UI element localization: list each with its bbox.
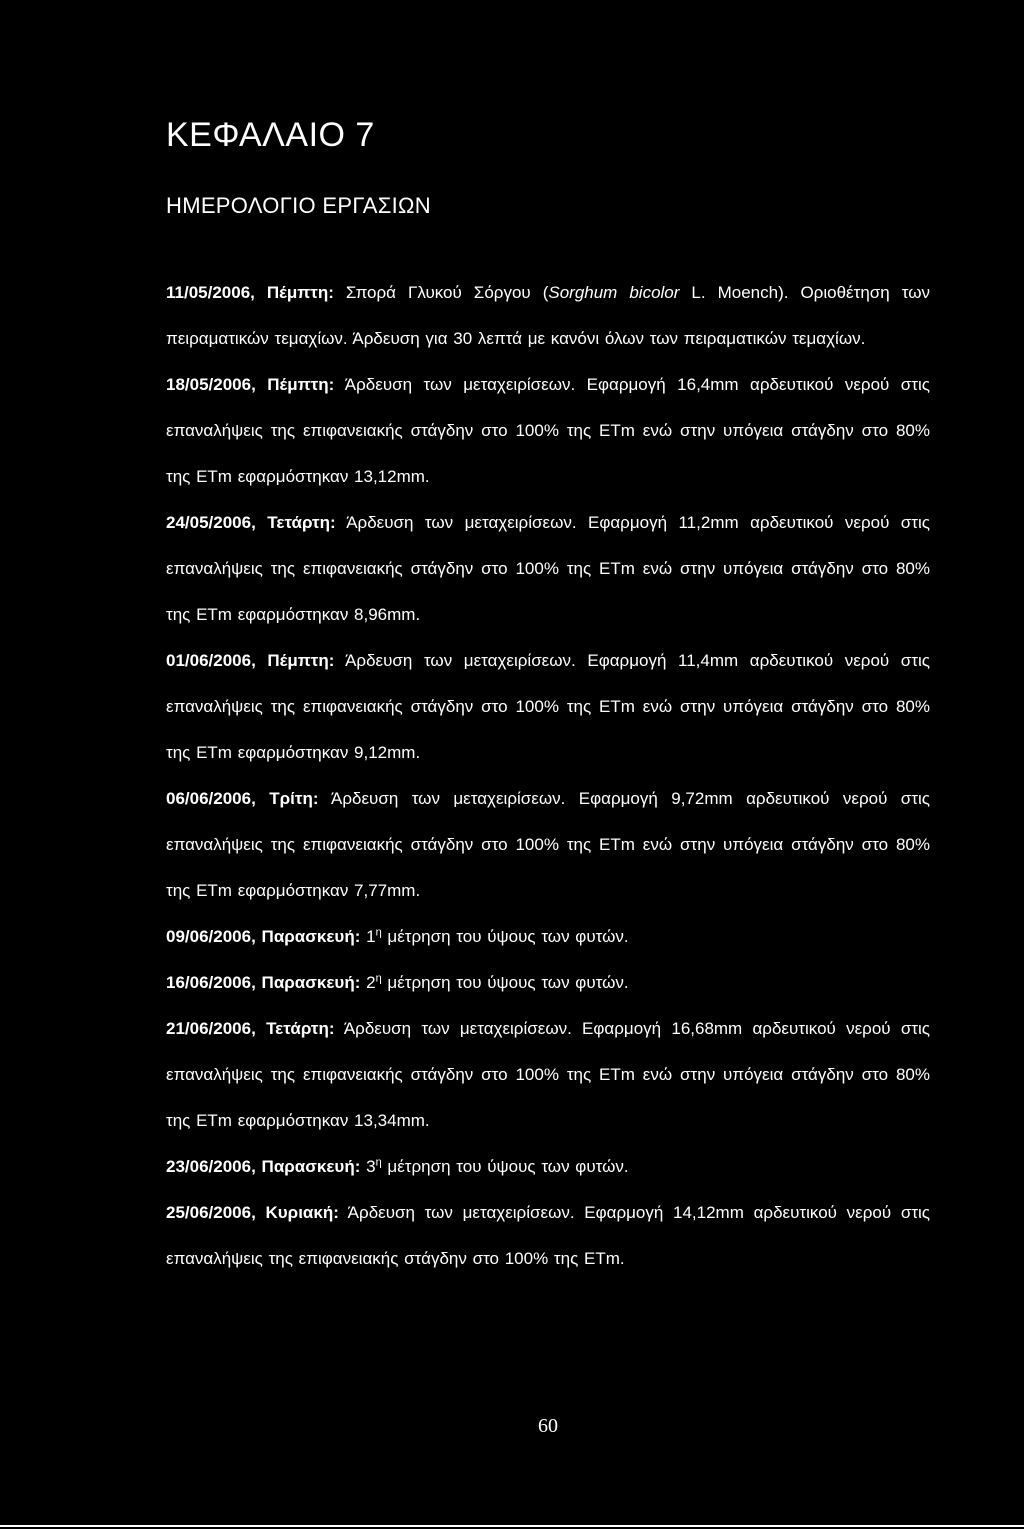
entry-day: Τετάρτη: [266,1019,335,1038]
entry-day: Παρασκευή: [261,927,361,946]
entry-latin-name: Sorghum bicolor [548,283,680,302]
measurement-number: 2 [366,973,376,992]
diary-entry [166,776,930,914]
diary-entry [166,960,930,1006]
entry-date: 01/06/2006, [166,651,256,670]
entry-text: μέτρηση του ύψους των φυτών. [381,973,629,992]
entry-day: Πέμπτη: [267,651,335,670]
diary-entry [166,500,930,638]
ordinal-suffix: η [375,926,382,939]
diary-entry [166,1190,930,1282]
section-title: ΗΜΕΡΟΛΟΓΙΟ ΕΡΓΑΣΙΩΝ [166,193,431,218]
entry-day: Πέμπτη: [267,375,335,394]
ordinal-suffix: η [375,972,382,985]
diary-entry [166,914,930,960]
entry-text: Άρδευση των μεταχειρίσεων. Εφαρμογή 16,68mm αρδευτικού νερού στις επαναλήψεις της επιφανειακής στάγδην στο 100% της ETm ενώ στην υπόγεια στάγδην στο 80% της ETm εφαρμόστηκαν 13,34mm. [166,1019,930,1130]
entry-date: 24/05/2006, [166,513,256,532]
entry-date: 09/06/2006, [166,927,256,946]
entry-date: 11/05/2006, [166,283,255,302]
ordinal-suffix: η [375,1156,382,1169]
entry-day: Κυριακή: [265,1203,339,1222]
entry-day: Πέμπτη: [266,283,334,302]
entry-date: 25/06/2006, [166,1203,256,1222]
diary-entry [166,1144,930,1190]
entry-day: Τετάρτη: [267,513,336,532]
entry-text: Άρδευση των μεταχειρίσεων. Εφαρμογή 11,4mm αρδευτικού νερού στις επαναλήψεις της επιφανειακής στάγδην στο 100% της ETm ενώ στην υπόγεια στάγδην στο 80% της ETm εφαρμόστηκαν 9,12mm. [166,651,930,762]
measurement-number: 3 [366,1157,376,1176]
diary-entries [166,270,930,1282]
entry-text: μέτρηση του ύψους των φυτών. [381,1157,629,1176]
entry-date: 21/06/2006, [166,1019,256,1038]
page-number: 60 [538,1415,558,1437]
diary-entry [166,638,930,776]
diary-entry [166,1006,930,1144]
chapter-title: ΚΕΦΑΛΑΙΟ 7 [166,116,375,154]
entry-text: μέτρηση του ύψους των φυτών. [381,927,629,946]
measurement-number: 1 [366,927,376,946]
entry-date: 18/05/2006, [166,375,256,394]
entry-day: Τρίτη: [269,789,319,808]
entry-text: Άρδευση των μεταχειρίσεων. Εφαρμογή 11,2mm αρδευτικού νερού στις επαναλήψεις της επιφανειακής στάγδην στο 100% της ETm ενώ στην υπόγεια στάγδην στο 80% της ETm εφαρμόστηκαν 8,96mm. [166,513,930,624]
entry-date: 23/06/2006, [166,1157,256,1176]
entry-text: Άρδευση των μεταχειρίσεων. Εφαρμογή 9,72mm αρδευτικού νερού στις επαναλήψεις της επιφανειακής στάγδην στο 100% της ETm ενώ στην υπόγεια στάγδην στο 80% της ETm εφαρμόστηκαν 7,77mm. [166,789,930,900]
diary-entry [166,270,930,362]
entry-text: Άρδευση των μεταχειρίσεων. Εφαρμογή 14,12mm αρδευτικού νερού στις επαναλήψεις της επιφανειακής στάγδην στο 100% της ETm. [166,1203,931,1268]
entry-text: L. Moench). Οριοθέτηση των πειραματικών τεμαχίων. Άρδευση για 30 λεπτά με κανόνι όλων των πειραματικών τεμαχίων. [166,283,930,348]
diary-entry [166,362,930,500]
entry-date: 16/06/2006, [166,973,256,992]
entry-text: Άρδευση των μεταχειρίσεων. Εφαρμογή 16,4mm αρδευτικού νερού στις επαναλήψεις της επιφανειακής στάγδην στο 100% της ETm ενώ στην υπόγεια στάγδην στο 80% της ETm εφαρμόστηκαν 13,12mm. [166,375,930,486]
page-edge-line [0,1525,1024,1527]
entry-day: Παρασκευή: [261,1157,361,1176]
entry-text: Σπορά Γλυκού Σόργου ( [345,283,549,302]
entry-date: 06/06/2006, [166,789,256,808]
entry-day: Παρασκευή: [261,973,361,992]
